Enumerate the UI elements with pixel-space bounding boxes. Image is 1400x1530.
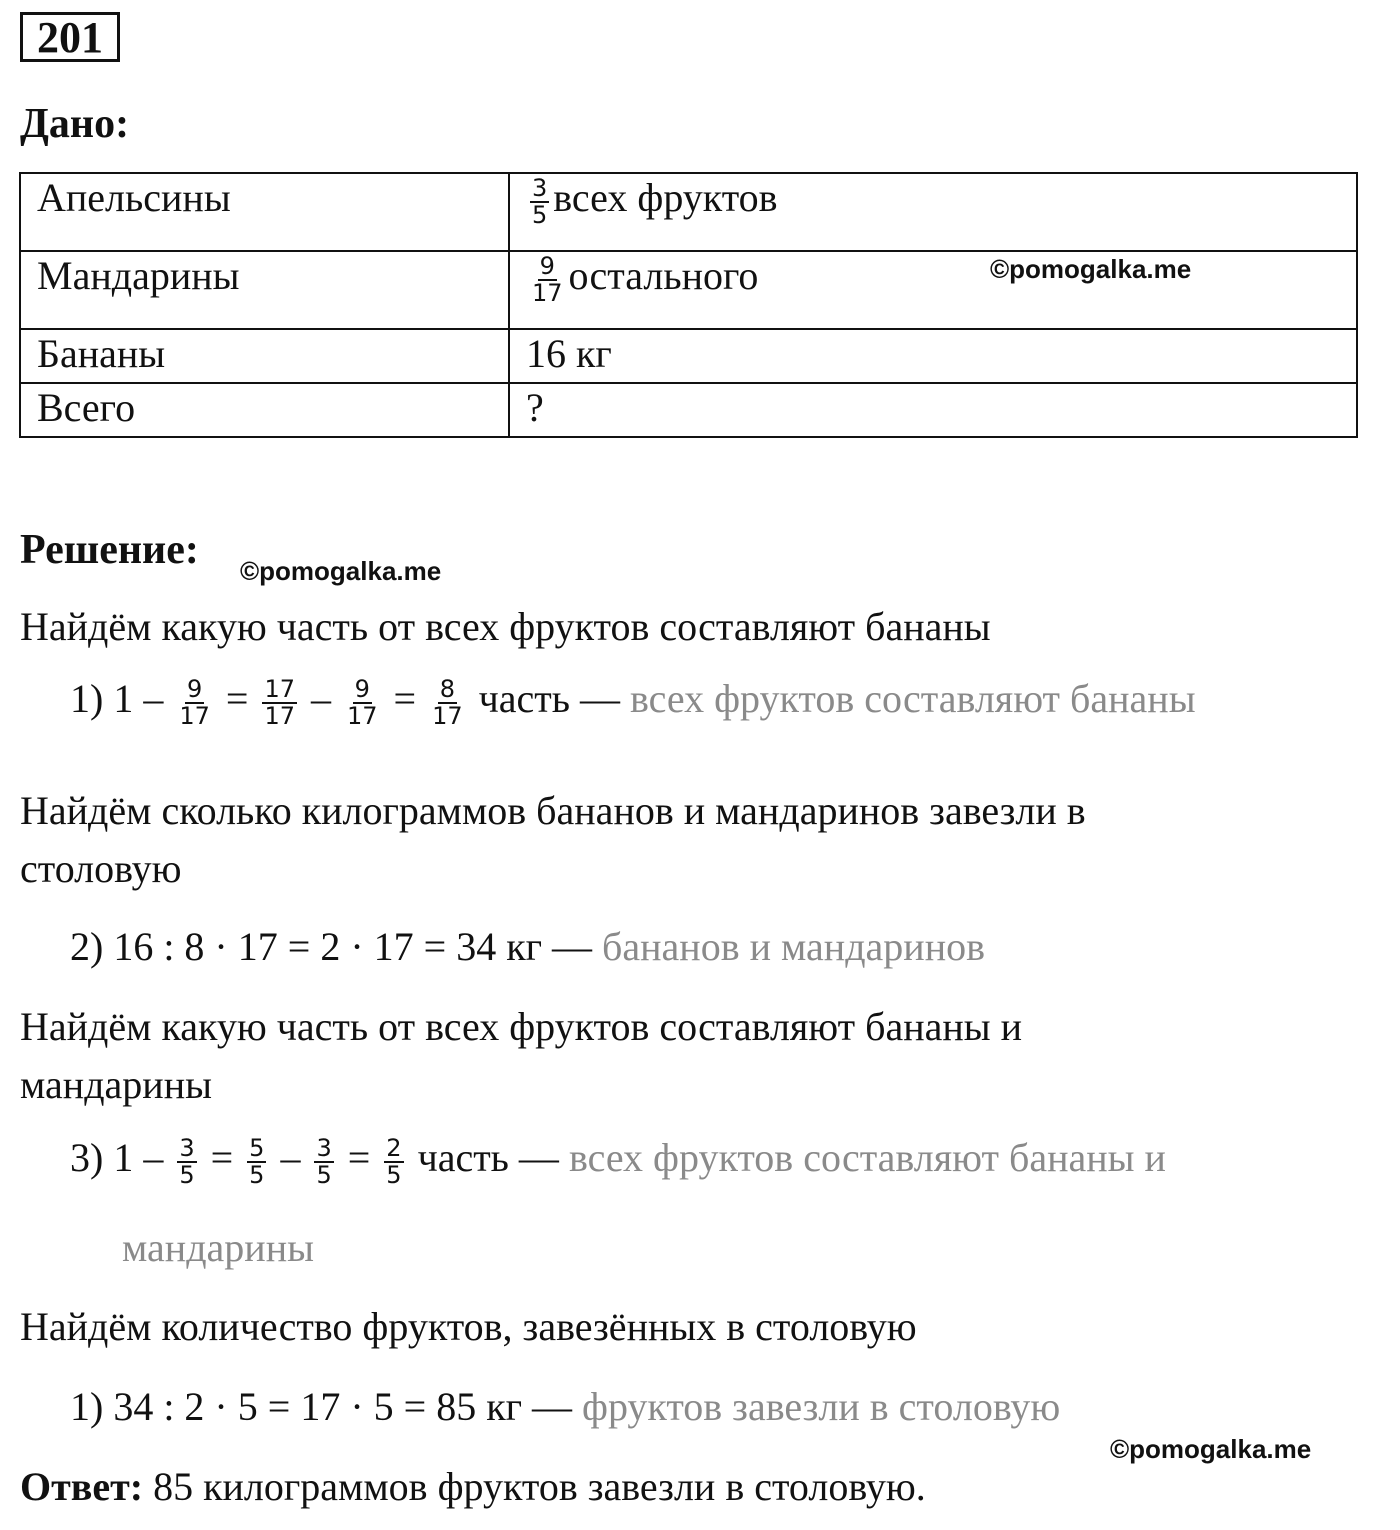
watermark: ©pomogalka.me — [990, 254, 1192, 284]
row-value: 16 кг — [509, 329, 1357, 383]
answer-text: 85 килограммов фруктов завезли в столовую. — [153, 1464, 926, 1509]
solution-step: 2) 16 : 8 · 17 = 2 · 17 = 34 кг — бананов и мандаринов — [70, 924, 985, 969]
fraction: $\frac{9}{17}$ — [532, 251, 563, 307]
solution-paragraph: Найдём какую часть от всех фруктов составляют бананы — [20, 604, 991, 649]
solution-step: 1) 34 : 2 · 5 = 17 · 5 = 85 кг — фруктов завезли в столовую — [70, 1384, 1061, 1429]
given-heading: Дано: — [20, 101, 130, 147]
problem-number: 201 — [20, 12, 120, 62]
solution-heading: Решение: — [20, 527, 199, 573]
table-row — [20, 173, 1357, 251]
fraction: $\frac{8}{17}$ — [432, 674, 463, 730]
fraction: $\frac{5}{5}$ — [249, 1133, 265, 1189]
row-label: Всего — [20, 383, 509, 437]
table-row — [20, 329, 1357, 383]
fraction: $\frac{9}{17}$ — [179, 674, 210, 730]
row-value: ? — [509, 383, 1357, 437]
solution-paragraph: столовую — [20, 846, 182, 891]
fraction: $\frac{2}{5}$ — [386, 1133, 402, 1189]
watermark: ©pomogalka.me — [240, 556, 442, 586]
solution-step: 3) 1 – $\frac{3}{5}$ = $\frac{5}{5}$ – $\frac{3}{5}$ = $\frac{2}{5}$ часть — всех фруктов составляют бананы и — [70, 1133, 1166, 1189]
fraction: $\frac{9}{17}$ — [346, 674, 378, 730]
answer — [20, 1463, 926, 1510]
row-value: $\frac{3}{5}$ всех фруктов — [509, 173, 1357, 251]
fraction: $\frac{3}{5}$ — [179, 1133, 195, 1189]
solution-step: 1) 1 – $\frac{9}{17}$ = $\frac{17}{17}$ – $\frac{9}{17}$ = $\frac{8}{17}$ часть — всех фруктов составляют бананы — [70, 674, 1196, 730]
fraction: $\frac{3}{5}$ — [532, 173, 548, 229]
given-table — [19, 172, 1358, 438]
solution-paragraph: Найдём какую часть от всех фруктов составляют бананы и — [20, 1004, 1023, 1049]
fraction: $\frac{3}{5}$ — [316, 1133, 332, 1189]
row-label: Бананы — [20, 329, 509, 383]
solution-step-continuation: мандарины — [122, 1225, 314, 1270]
row-label: Мандарины — [20, 251, 509, 329]
solution-paragraph: Найдём количество фруктов, завезённых в столовую — [20, 1304, 917, 1349]
answer-label: Ответ: — [20, 1464, 144, 1509]
solution-paragraph: мандарины — [20, 1062, 212, 1107]
row-value: $\frac{9}{17}$ остального — [509, 251, 1357, 329]
row-label: Апельсины — [20, 173, 509, 251]
watermark: ©pomogalka.me — [1110, 1434, 1312, 1464]
table-row — [20, 383, 1357, 437]
fraction: $\frac{17}{17}$ — [264, 674, 295, 730]
solution-paragraph: Найдём сколько килограммов бананов и мандаринов завезли в — [20, 788, 1086, 833]
